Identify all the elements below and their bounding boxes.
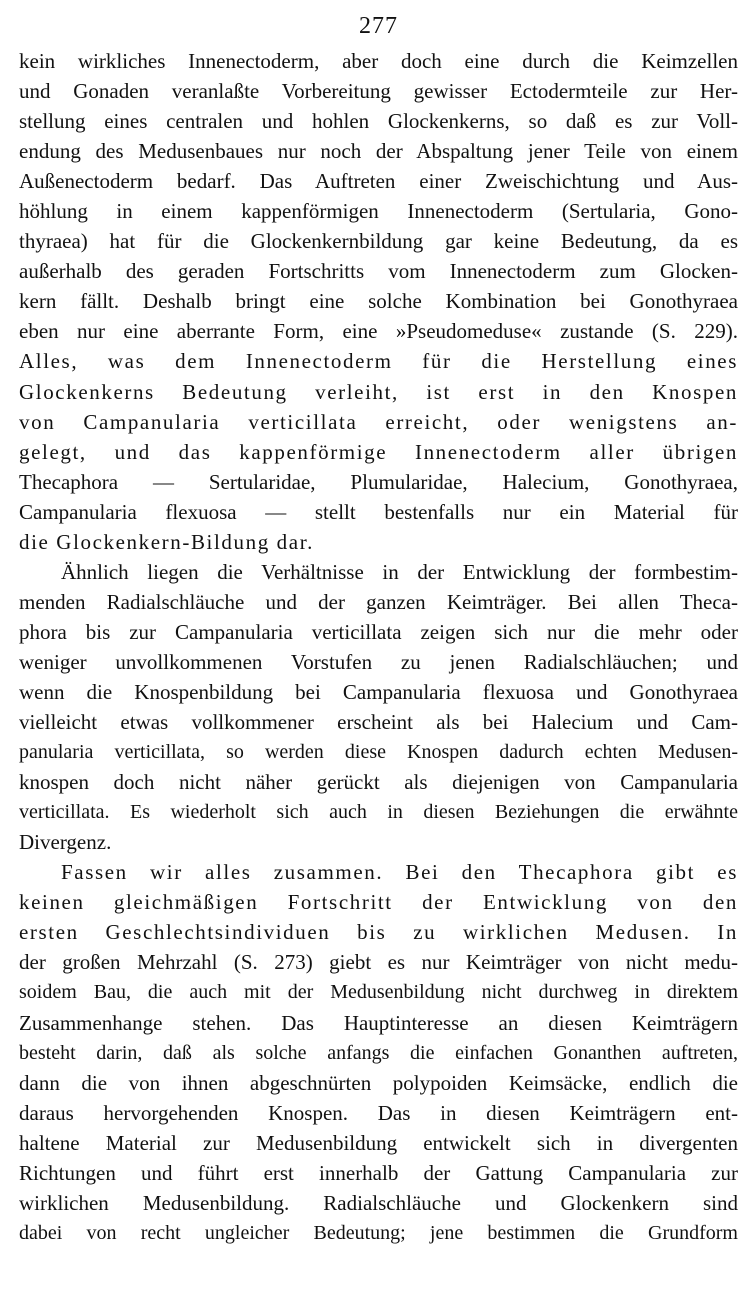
text-line: vielleicht etwas vollkommener erscheint als bei Halecium und Cam-	[19, 710, 738, 735]
text-line: kein wirkliches Innenectoderm, aber doch eine durch die Keimzellen	[19, 49, 738, 73]
page-number: 277	[359, 13, 398, 39]
text-line: weniger unvollkommenen Vorstufen zu jenen Radialschläuchen; und	[19, 649, 738, 674]
text-line: von Campanularia verticillata erreicht, oder wenigstens an-	[19, 409, 738, 434]
text-line: höhlung in einem kappenförmigen Innenectoderm (Sertularia, Gono-	[19, 199, 738, 224]
text-line: die Glockenkern-Bildung dar.	[19, 529, 314, 554]
text-line: keinen gleichmäßigen Fortschritt der Entwicklung von den	[19, 890, 738, 915]
text-line: Fassen wir alles zusammen. Bei den Thecaphora gibt es	[61, 860, 738, 885]
text-line: der großen Mehrzahl (S. 273) giebt es nur Keimträger von nicht medu-	[19, 950, 738, 975]
text-line: menden Radialschläuche und der ganzen Keimträger. Bei allen Theca-	[19, 589, 738, 614]
text-line: Zusammenhange stehen. Das Hauptinteresse an diesen Keimträgern	[19, 1010, 738, 1035]
text-line: knospen doch nicht näher gerückt als diejenigen von Campanularia	[19, 770, 738, 795]
text-line: und Gonaden veranlaßte Vorbereitung gewisser Ectodermteile zur Her-	[19, 79, 738, 104]
text-line: daraus hervorgehenden Knospen. Das in diesen Keimträgern ent-	[19, 1100, 738, 1125]
text-line: soidem Bau, die auch mit der Medusenbildung nicht durchweg in direktem	[19, 981, 738, 1004]
text-line: besteht darin, daß als solche anfangs die einfachen Gonanthen auftreten,	[19, 1041, 738, 1064]
text-line: Thecaphora — Sertularidae, Plumularidae, Halecium, Gonothyraea,	[19, 469, 738, 494]
text-line: gelegt, und das kappenförmige Innenectoderm aller übrigen	[19, 439, 738, 464]
paragraph-3	[19, 857, 738, 1248]
text-line: Außenectoderm bedarf. Das Auftreten einer Zweischichtung und Aus-	[19, 169, 738, 194]
text-line: phora bis zur Campanularia verticillata zeigen sich nur die mehr oder	[19, 619, 738, 644]
text-line: kern fällt. Deshalb bringt eine solche Kombination bei Gonothyraea	[19, 289, 738, 314]
text-line: Glockenkerns Bedeutung verleiht, ist erst in den Knospen	[19, 379, 738, 404]
text-line: verticillata. Es wiederholt sich auch in diesen Beziehungen die erwähnte	[19, 801, 738, 824]
paragraph-1	[19, 46, 738, 557]
text-line: Alles, was dem Innenectoderm für die Herstellung eines	[19, 349, 738, 374]
text-line: thyraea) hat für die Glockenkernbildung gar keine Bedeutung, da es	[19, 229, 738, 254]
text-line: haltene Material zur Medusenbildung entwickelt sich in divergenten	[19, 1130, 738, 1155]
text-line: stellung eines centralen und hohlen Glockenkerns, so daß es zur Voll-	[19, 109, 738, 134]
text-line: endung des Medusenbaues nur noch der Abspaltung jener Teile von einem	[19, 139, 738, 164]
text-line: Ähnlich liegen die Verhältnisse in der Entwicklung der formbestim-	[61, 559, 738, 584]
text-line: ersten Geschlechtsindividuen bis zu wirklichen Medusen. In	[19, 920, 738, 945]
text-line: Campanularia flexuosa — stellt bestenfalls nur ein Material für	[19, 499, 738, 524]
text-line: wirklichen Medusenbildung. Radialschläuche und Glockenkern sind	[19, 1190, 738, 1215]
text-line: wenn die Knospenbildung bei Campanularia flexuosa und Gonothyraea	[19, 679, 738, 704]
text-line: Divergenz.	[19, 830, 112, 855]
text-line: dann die von ihnen abgeschnürten polypoiden Keimsäcke, endlich die	[19, 1070, 738, 1095]
paragraph-2	[19, 557, 738, 857]
text-line: außerhalb des geraden Fortschritts vom Innenectoderm zum Glocken-	[19, 259, 738, 284]
text-line: eben nur eine aberrante Form, eine »Pseudomeduse« zustande (S. 229).	[19, 319, 738, 344]
text-line: Richtungen und führt erst innerhalb der Gattung Campanularia zur	[19, 1160, 738, 1185]
text-line: dabei von recht ungleicher Bedeutung; jene bestimmen die Grundform	[19, 1221, 738, 1244]
text-line: panularia verticillata, so werden diese Knospen dadurch echten Medusen-	[19, 741, 738, 764]
